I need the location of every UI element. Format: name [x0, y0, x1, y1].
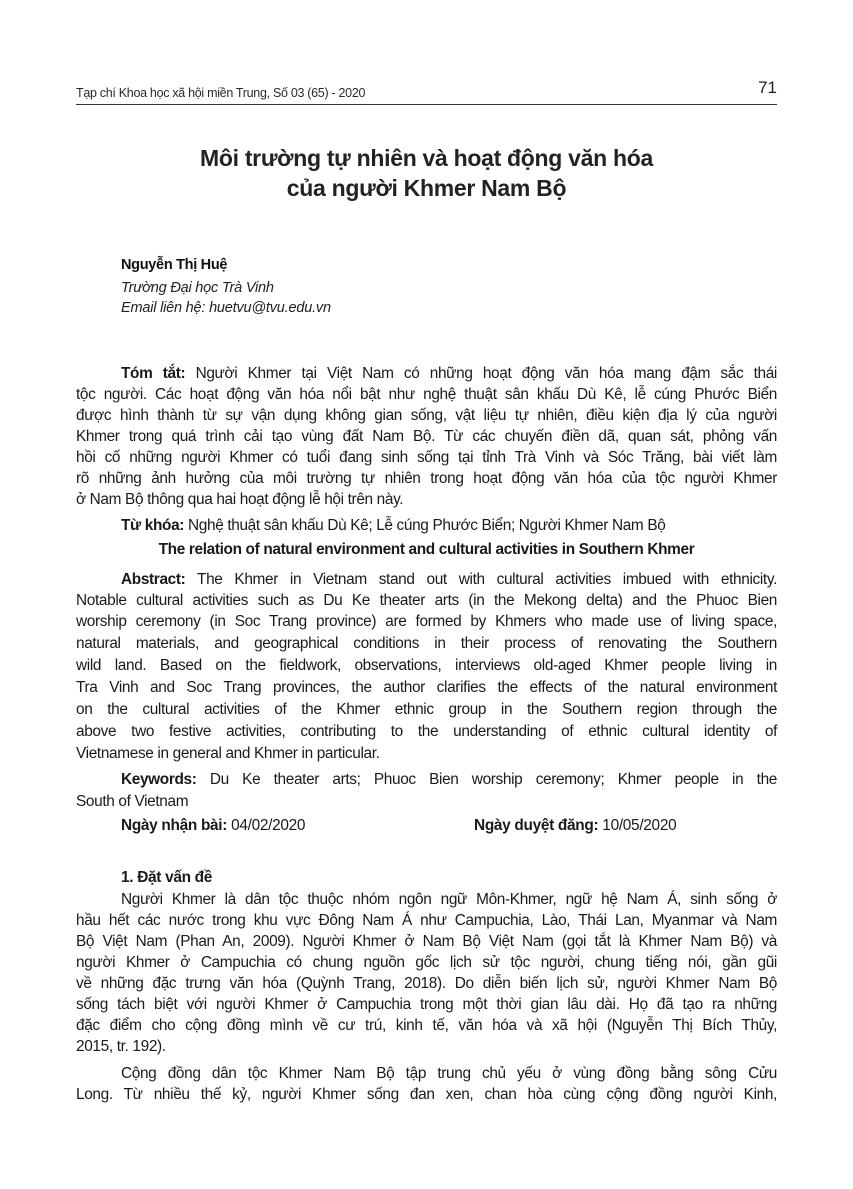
received-label: Ngày nhận bài: [121, 817, 228, 834]
summary-line: tộc người. Các hoạt động văn hóa nổi bật như nghệ thuật sân khấu Dù Kê, lễ cúng Phước Biển [76, 386, 777, 403]
header-rule [76, 104, 777, 105]
keywords-en-label: Keywords: [121, 771, 197, 788]
author-name: Nguyễn Thị Huệ [121, 257, 228, 273]
body-line: Long. Từ nhiều thế kỷ, người Khmer sống đan xen, chan hòa cùng cộng đồng người Kinh, [76, 1086, 777, 1103]
article-title-line-1: Môi trường tự nhiên và hoạt động văn hóa [200, 145, 653, 171]
body-line: hầu hết các nước trong khu vực Đông Nam Á như Campuchia, Lào, Thái Lan, Myanmar và Nam [76, 912, 777, 929]
keywords-vi: Từ khóa: Nghệ thuật sân khấu Dù Kê; Lễ cúng Phước Biển; Người Khmer Nam Bộ [121, 517, 666, 534]
summary-line: rõ những ảnh hưởng của môi trường tự nhiên trong hoạt động văn hóa của tộc người Khmer [76, 470, 777, 487]
body-line: Cộng đồng dân tộc Khmer Nam Bộ tập trung chủ yếu ở vùng đồng bằng sông Cửu [121, 1065, 777, 1082]
body-line: Bộ Việt Nam (Phan An, 2009). Người Khmer ở Nam Bộ Việt Nam (gọi tắt là Khmer Nam Bộ) và [76, 933, 777, 950]
page-number: 71 [758, 78, 777, 97]
keywords-vi-label: Từ khóa: [121, 517, 185, 534]
keywords-en-line: Keywords: Du Ke theater arts; Phuoc Bien worship ceremony; Khmer people in the [121, 771, 777, 788]
keywords-en-line: South of Vietnam [76, 793, 189, 810]
summary-label: Tóm tắt: [121, 365, 186, 382]
abstract-line: Notable cultural activities such as Du Ke theater arts (in the Mekong delta) and the Phuoc Bien [76, 592, 777, 609]
summary-line: ở Nam Bộ thông qua hai hoạt động lễ hội trên này. [76, 491, 404, 508]
summary-line: hồi cố những người Khmer có tuổi đang sinh sống tại tỉnh Trà Vinh và Sóc Trăng, bài viết làm [76, 449, 777, 466]
abstract-line: wild land. Based on the fieldwork, observations, interviews old-aged Khmer people living in [76, 657, 777, 674]
received-value: 04/02/2020 [227, 817, 306, 834]
author-affiliation: Trường Đại học Trà Vinh [121, 280, 274, 296]
author-email: Email liên hệ: huetvu@tvu.edu.vn [121, 300, 331, 316]
accepted-label: Ngày duyệt đăng: [474, 817, 599, 834]
abstract-line: Vietnamese in general and Khmer in particular. [76, 745, 380, 762]
accepted-date [474, 817, 676, 835]
abstract-line: natural materials, and geographical conditions in their process of renovating the Southern [76, 635, 777, 652]
accepted-value: 10/05/2020 [598, 817, 677, 834]
english-title: The relation of natural environment and cultural activities in Southern Khmer [158, 541, 695, 558]
body-line: 2015, tr. 192). [76, 1038, 166, 1055]
summary-line: được hình thành từ sự vận dụng không gian sống, vật liệu tự nhiên, điều kiện địa lý của người [76, 407, 777, 424]
section-heading: 1. Đặt vấn đề [121, 869, 213, 886]
article-title-line-2: của người Khmer Nam Bộ [286, 175, 567, 201]
abstract-line: Abstract: The Khmer in Vietnam stand out with cultural activities imbued with ethnicity. [121, 571, 777, 588]
abstract-line: worship ceremony (in Soc Trang province) are formed by Khmers who made use of living space, [76, 613, 777, 630]
received-date [121, 817, 305, 835]
body-line: sống tách biệt với người Khmer ở Campuchia trong một thời gian lâu dài. Họ đã tạo ra những [76, 996, 777, 1013]
running-header: Tạp chí Khoa học xã hội miền Trung, Số 03 (65) - 2020 [76, 86, 366, 100]
body-line: về những đặc trưng văn hóa (Quỳnh Trang, 2018). Do diễn biến lịch sử, người Khmer Nam Bộ [76, 975, 777, 992]
abstract-line: above two festive activities, contributing to the understanding of ethnic cultural identity of [76, 723, 777, 740]
abstract-line: Tra Vinh and Soc Trang provinces, the author clarifies the effects of the natural environment [76, 679, 777, 696]
abstract-label: Abstract: [121, 571, 186, 588]
body-line: người Khmer ở Campuchia có chung nguồn gốc lịch sử tộc người, chung tiếng nói, gần gũi [76, 954, 777, 971]
summary-line: Khmer trong quá trình cải tạo vùng đất Nam Bộ. Từ các chuyến điền dã, quan sát, phỏng vấn [76, 428, 777, 445]
body-line: đặc điểm cho cộng đồng mình về cư trú, kinh tế, văn hóa và xã hội (Nguyễn Thị Bích Thủy, [76, 1017, 777, 1034]
body-line: Người Khmer là dân tộc thuộc nhóm ngôn ngữ Môn-Khmer, ngữ hệ Nam Á, sinh sống ở [121, 891, 777, 908]
summary-line: Tóm tắt: Người Khmer tại Việt Nam có những hoạt động văn hóa mang đậm sắc thái [121, 365, 777, 382]
abstract-line: on the cultural activities of the Khmer ethnic group in the Southern region through the [76, 701, 777, 718]
